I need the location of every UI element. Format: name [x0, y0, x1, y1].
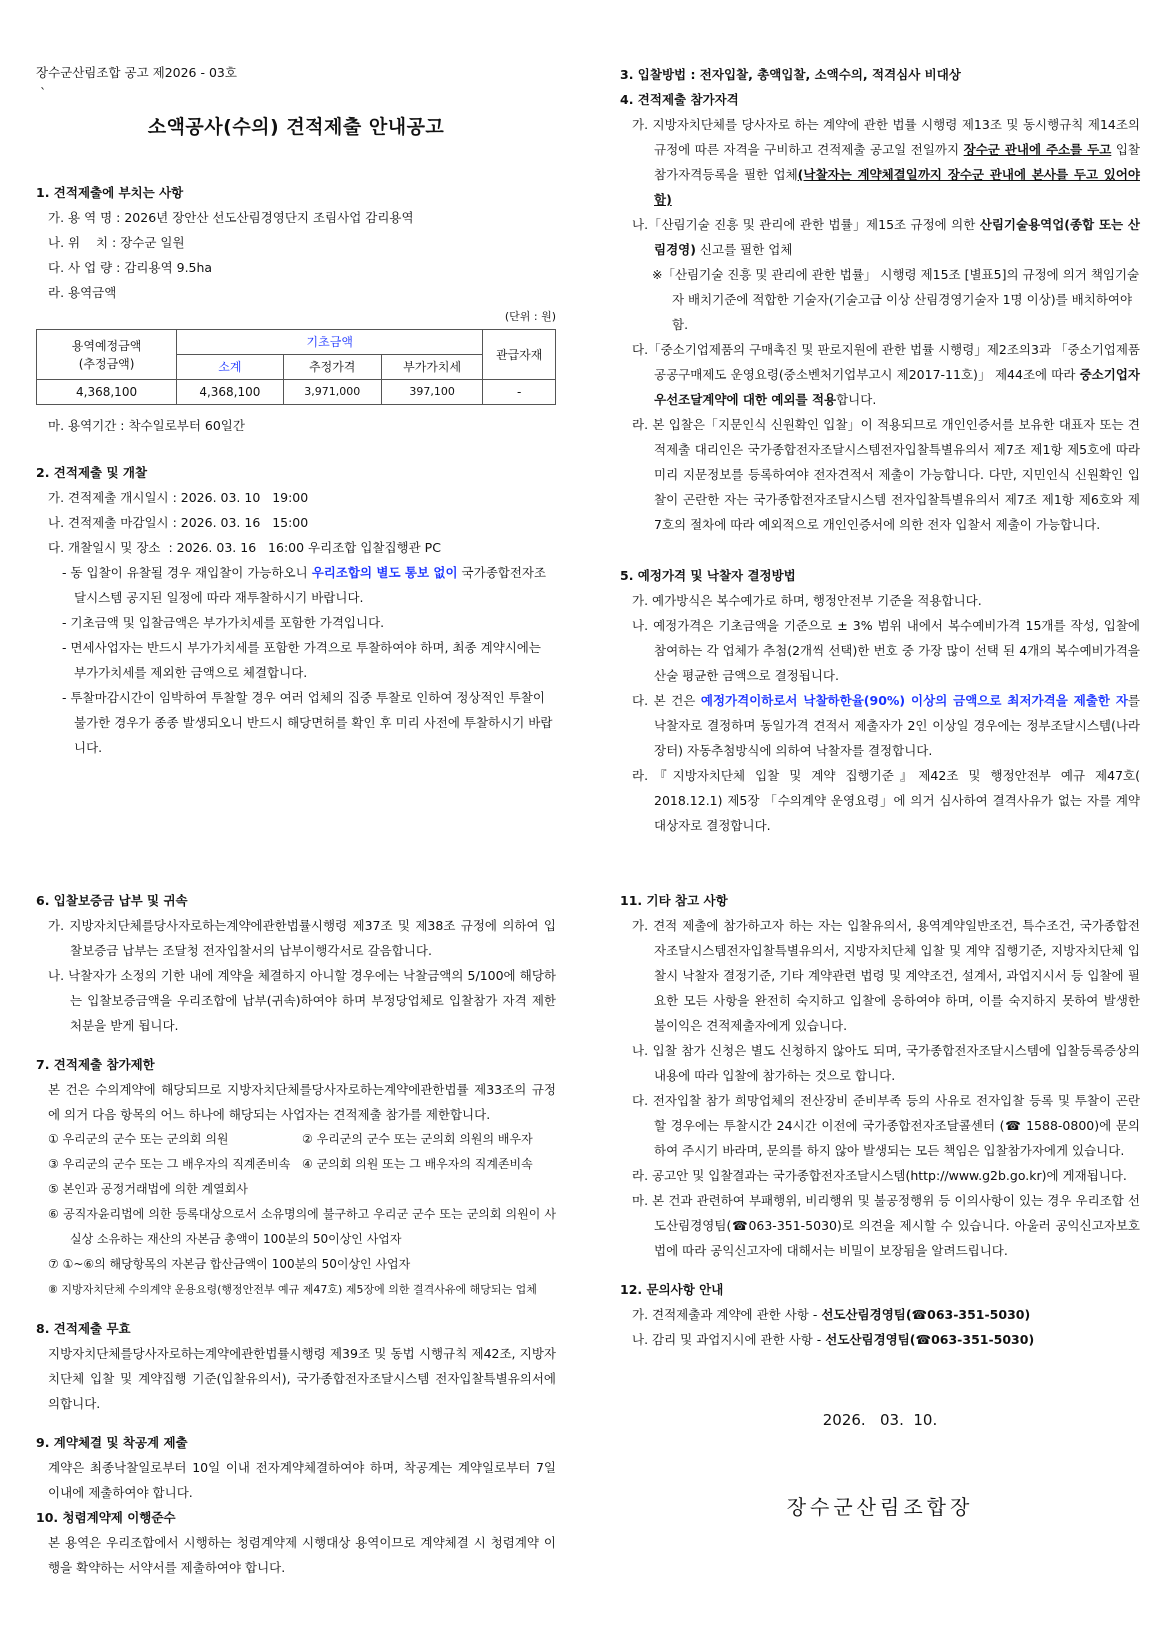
header-vat: 부가가치세: [381, 355, 482, 380]
s2-item-ga: 가. 견적제출 개시일시 : 2026. 03. 10 19:00: [48, 490, 309, 505]
unit-label: (단위 : 원): [504, 310, 556, 323]
value-estimated-price: 3,971,000: [283, 380, 381, 405]
s1-item-ga: 가. 용 역 명 : 2026년 장안산 선도산림경영단지 조림사업 감리용역: [48, 210, 414, 225]
s10-body: 본 용역은 우리조합에서 시행하는 청렴계약제 시행대상 용역이므로 계약체결 시 청렴계약 이행을 확약하는 서약서를 제출하여야 합니다.: [48, 1535, 556, 1575]
value-government-materials: -: [483, 380, 556, 405]
s2-dash-3: - 면세사업자는 반드시 부가가치세를 포함한 가격으로 투찰하여야 하며, 최종 계약시에는 부가가치세를 제외한 금액으로 체결합니다.: [62, 640, 541, 680]
bottom-left-column: [36, 888, 556, 1580]
section-1-heading: 1. 견적제출에 부치는 사항: [36, 185, 184, 200]
header-estimated-amount: 용역예정금액 (추정금액): [37, 330, 177, 380]
notice-date: 2026. 03. 10.: [822, 1411, 938, 1429]
s4-item-ra: 라. 본 입찰은「지문인식 신원확인 입찰」이 적용되므로 개인인증서를 보유한 대표자 또는 견적제출 대리인은 국가종합전자조달시스템전자입찰특별유의서 제7조 제1항 제5호에 따라 미리 지문정보를 등록하여야 전자견적서 제출이 가능합니다. 다만, 지민인식 신원확인 입찰이 곤란한 자는 국가종합전자조달시스템 전자입찰특별유의서 제7조 제1항 제6호와 제7호의 절차에 따라 예외적으로 개인인증서에 의한 전자 입찰서 제출이 가능합니다.: [632, 417, 1140, 532]
s7-list-row-1: [36, 1127, 556, 1152]
section-4-heading: 4. 견적제출 참가자격: [620, 92, 739, 107]
s1-item-da: 다. 사 업 량 : 감리용역 9.5ha: [48, 260, 213, 275]
s9-body: 계약은 최종낙찰일로부터 10일 이내 전자계약체결하여야 하며, 착공계는 계약일로부터 7일 이내에 제출하여야 합니다.: [48, 1460, 556, 1500]
section-7-heading: 7. 견적제출 참가제한: [36, 1057, 155, 1072]
header-subtotal: 소계: [177, 355, 283, 380]
header-estimated-price: 추정가격: [283, 355, 381, 380]
s2-item-da: 다. 개찰일시 및 장소 : 2026. 03. 16 16:00 우리조합 입찰집행관 PC: [48, 540, 441, 555]
s5-item-na: 나. 예정가격은 기초금액을 기준으로 ± 3% 범위 내에서 복수예비가격 15개를 작성, 입찰에 참여하는 각 업체가 추첨(2개씩 선택)한 번호 중 가장 많이 선택 된 4개의 복수예비가격을 산술 평균한 금액으로 결정됩니다.: [632, 618, 1140, 683]
section-3-heading: 3. 입찰방법 : 전자입찰, 총액입찰, 소액수의, 적격심사 비대상: [620, 67, 961, 82]
headquarters-requirement-emphasis: (낙찰자는 계약체결일까지 장수군 관내에 본사를 두고 있어야 함): [654, 167, 1140, 207]
notice-number: 장수군산림조합 공고 제2026 - 03호: [36, 65, 237, 80]
contact-team-1: 선도산림경영팀(☎063-351-5030): [821, 1307, 1031, 1322]
s6-item-ga: 가. 지방자치단체를당사자로하는계약에관한법률시행령 제37조 및 제38조 규정에 의하여 입찰보증금 납부는 조달청 전자입찰서의 납부이행각서로 갈음합니다.: [48, 918, 556, 958]
s7-item-2: ② 우리군의 군수 또는 군의회 의원의 배우자: [302, 1132, 533, 1146]
s11-item-ga: 가. 견적 제출에 참가하고자 하는 자는 입찰유의서, 용역계약일반조건, 특수조건, 국가종합전자조달시스템전자입찰특별유의서, 지방자치단체 입찰 및 계약 집행기준, 지방자치단체 입찰시 낙찰자 결정기준, 기타 계약관련 법령 및 계약조건, 설계서, 과업지시서 등 입찰에 필요한 모든 사항을 완전히 숙지하고 입찰에 응하여야 하며, 이를 숙지하지 못하여 발생한 불이익은 견적제출자에게 있습니다.: [632, 918, 1140, 1033]
s2-dash-2: - 기초금액 및 입찰금액은 부가가치세를 포함한 가격입니다.: [62, 615, 385, 630]
section-9-heading: 9. 계약체결 및 착공계 제출: [36, 1435, 188, 1450]
s5-item-ga: 가. 예가방식은 복수예가로 하며, 행정안전부 기준을 적용합니다.: [632, 593, 982, 608]
value-estimated-amount: 4,368,100: [37, 380, 177, 405]
s7-item-3: ③ 우리군의 군수 또는 그 배우자의 직계존비속: [48, 1157, 291, 1171]
s1-item-ma: 마. 용역기간 : 착수일로부터 60일간: [48, 418, 245, 433]
s4-item-na: 나.「산림기술 진흥 및 관리에 관한 법률」제15조 규정에 의한 산림기술용역업(종합 또는 산림경영) 신고를 필한 업체: [632, 217, 1140, 257]
contact-team-2: 선도산림경영팀(☎063-351-5030): [825, 1332, 1035, 1347]
s11-item-na: 나. 입찰 참가 신청은 별도 신청하지 않아도 되며, 국가종합전자조달시스템에 입찰등록증상의 내용에 따라 입찰에 참가하는 것으로 합니다.: [632, 1043, 1140, 1083]
s7-item-7: ⑦ ①~⑥의 해당항목의 자본금 합산금액이 100분의 50이상인 사업자: [48, 1257, 411, 1271]
s7-list-row-2: [36, 1152, 556, 1177]
section-10-heading: 10. 청렴계약제 이행준수: [36, 1510, 176, 1525]
section-2-heading: 2. 견적제출 및 개찰: [36, 465, 148, 480]
s11-item-ma: 마. 본 건과 관련하여 부패행위, 비리행위 및 불공정행위 등 이의사항이 있는 경우 우리조합 선도산림경영팀(☎063-351-5030)로 의견을 제시할 수 있습니다. 아울러 공익신고자보호법에 따라 공익신고자에 대해서는 비밀이 보장됨을 알려드립니다.: [632, 1193, 1140, 1258]
s2-dash-4: - 투찰마감시간이 임박하여 투찰할 경우 여러 업체의 집중 투찰로 인하여 정상적인 투찰이 불가한 경우가 종종 발생되오니 반드시 해당면허를 확인 후 미리 사전에 투찰하시기 바랍니다.: [62, 690, 553, 755]
s7-intro: 본 건은 수의계약에 해당되므로 지방자치단체를당사자로하는계약에관한법률 제33조의 규정에 의거 다음 항목의 어느 하나에 해당되는 사업자는 견적제출 참가를 제한합니다.: [48, 1082, 556, 1122]
s7-item-6: ⑥ 공직자윤리법에 의한 등록대상으로서 소유명의에 불구하고 우리군 군수 또는 군의회 의원이 사실상 소유하는 재산의 자본금 총액이 100분의 50이상인 사업자: [48, 1207, 556, 1246]
section-11-heading: 11. 기타 참고 사항: [620, 893, 728, 908]
s11-item-ra: 라. 공고안 및 입찰결과는 국가종합전자조달시스템(http://www.g2b.go.kr)에 게재됩니다.: [632, 1168, 1127, 1183]
value-subtotal: 4,368,100: [177, 380, 283, 405]
s8-body: 지방자치단체를당사자로하는계약에관한법률시행령 제39조 및 동법 시행규칙 제42조, 지방자치단체 입찰 및 계약집행 기준(입찰유의서), 국가종합전자조달시스템 전자입찰특별유의서에 의합니다.: [48, 1346, 556, 1411]
issuer-name: 장수군산림조합장: [786, 1495, 974, 1519]
stray-mark: `: [40, 85, 47, 100]
s11-item-da: 다. 전자입찰 참가 희망업체의 전산장비 준비부족 등의 사유로 전자입찰 등록 및 투찰이 곤란할 경우에는 투찰시간 24시간 이전에 국가종합전자조달콜센터 (☎ 1588-0800)에 문의하여 주시기 바라며, 문의를 하지 않아 발생되는 모든 책임은 입찰참가자에게 있습니다.: [632, 1093, 1140, 1158]
document-title: 소액공사(수의) 견적제출 안내공고: [147, 116, 445, 138]
s7-item-5: ⑤ 본인과 공정거래법에 의한 계열회사: [48, 1182, 248, 1196]
lowest-price-emphasis: 예정가격이하로서 낙찰하한율(90%) 이상의 금액으로 최저가격을 제출한 자: [700, 693, 1128, 708]
s12-item-na: 나. 감리 및 과업지시에 관한 사항 - 선도산림경영팀(☎063-351-5030): [632, 1332, 1035, 1347]
header-base-amount: 기초금액: [177, 330, 483, 355]
section-12-heading: 12. 문의사항 안내: [620, 1282, 724, 1297]
s2-item-na: 나. 견적제출 마감일시 : 2026. 03. 16 15:00: [48, 515, 309, 530]
bottom-right-column: [620, 888, 1140, 1520]
s2-dash-1: - 동 입찰이 유찰될 경우 재입찰이 가능하오니 우리조합의 별도 통보 없이 국가종합전자조달시스템 공지된 일정에 따라 재투찰하시기 바랍니다.: [62, 565, 547, 605]
s4-item-da: 다.「중소기업제품의 구매촉진 및 판로지원에 관한 법률 시행령」제2조의3과 「중소기업제품 공공구매제도 운영요령(중소벤처기업부고시 제2017-11호)」 제44조에 따라 중소기업자 우선조달계약에 대한 예외를 적용합니다.: [632, 342, 1140, 407]
section-8-heading: 8. 견적제출 무효: [36, 1321, 131, 1336]
forestry-business-emphasis: 산림기술용역업(종합 또는 산림경영): [654, 217, 1140, 257]
sme-exception-emphasis: 중소기업자 우선조달계약에 대한 예외를 적용: [654, 367, 1140, 407]
section-6-heading: 6. 입찰보증금 납부 및 귀속: [36, 893, 188, 908]
value-vat: 397,100: [381, 380, 482, 405]
s1-item-ra: 라. 용역금액: [48, 285, 117, 300]
top-right-column: [620, 62, 1140, 838]
header-government-materials: 관급자재: [483, 330, 556, 380]
s7-item-1: ① 우리군의 군수 또는 군의회 의원: [48, 1132, 229, 1146]
s6-item-na: 나. 낙찰자가 소정의 기한 내에 계약을 체결하지 아니할 경우에는 낙찰금액의 5/100에 해당하는 입찰보증금액을 우리조합에 납부(귀속)하여야 하며 부정당업체로 입찰참가 자격 제한처분을 받게 됩니다.: [48, 968, 556, 1033]
top-left-column: [36, 60, 556, 760]
s12-item-ga: 가. 견적제출과 계약에 관한 사항 - 선도산림경영팀(☎063-351-5030): [632, 1307, 1031, 1322]
s5-item-da: 다. 본 건은 예정가격이하로서 낙찰하한율(90%) 이상의 금액으로 최저가격을 제출한 자를 낙찰자로 결정하며 동일가격 견적서 제출자가 2인 이상일 경우에는 정부조달시스템(나라장터) 자동추첨방식에 의하여 낙찰자를 결정합니다.: [632, 693, 1140, 758]
budget-table: [36, 329, 556, 405]
section-5-heading: 5. 예정가격 및 낙찰자 결정방법: [620, 568, 796, 583]
s4-item-ga: 가. 지방자치단체를 당사자로 하는 계약에 관한 법률 시행령 제13조 및 동시행규칙 제14조의 규정에 따른 자격을 구비하고 견적제출 공고일 전일까지 장수군 관내에 주소를 두고 입찰참가자격등록을 필한 업체(낙찰자는 계약체결일까지 장수군 관내에 본사를 두고 있어야 함): [632, 117, 1140, 207]
s4-note: ※「산림기술 진흥 및 관리에 관한 법률」 시행령 제15조 [별표5]의 규정에 의거 책임기술자 배치기준에 적합한 기술자(기술고급 이상 산림경영기술자 1명 이상)를 배치하여야 함.: [652, 267, 1140, 332]
s5-item-ra: 라.『지방자치단체 입찰 및 계약 집행기준』제42조 및 행정안전부 예규 제47호( 2018.12.1) 제5장 「수의계약 운영요령」에 의거 심사하여 결격사유가 없는 자를 계약대상자로 결정합니다.: [632, 768, 1140, 833]
s7-item-8: ⑧ 지방자치단체 수의계약 운용요령(행정안전부 예규 제47호) 제5장에 의한 결격사유에 해당되는 업체: [48, 1283, 537, 1296]
s7-item-4: ④ 군의회 의원 또는 그 배우자의 직계존비속: [302, 1157, 533, 1171]
address-requirement-emphasis: 장수군 관내에 주소를 두고: [963, 142, 1112, 157]
s1-item-na: 나. 위 치 : 장수군 일원: [48, 235, 185, 250]
no-separate-notice-emphasis: 우리조합의 별도 통보 없이: [311, 565, 458, 580]
